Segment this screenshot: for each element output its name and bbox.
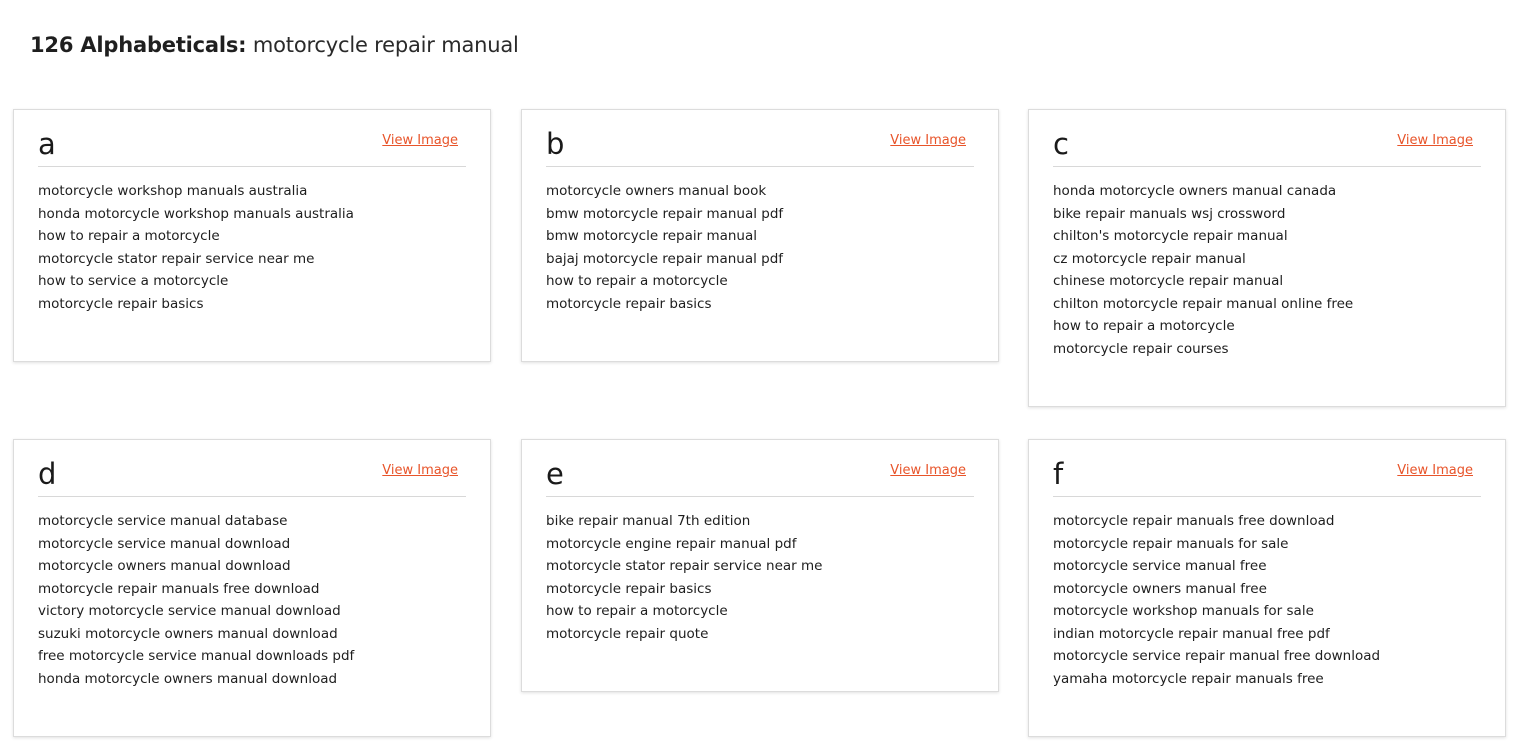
view-image-link[interactable]: View Image (1397, 133, 1473, 148)
letter-card-e (521, 439, 999, 692)
suggestion-item[interactable]: how to repair a motorcycle (546, 273, 728, 289)
suggestion-item[interactable]: motorcycle workshop manuals australia (38, 183, 308, 199)
letter-card-d (13, 439, 491, 737)
suggestion-item[interactable]: motorcycle stator repair service near me (546, 558, 823, 574)
suggestion-item[interactable]: bike repair manuals wsj crossword (1053, 205, 1286, 222)
suggestion-item[interactable]: how to repair a motorcycle (1053, 318, 1235, 334)
suggestion-item[interactable]: chilton's motorcycle repair manual (1053, 228, 1288, 244)
suggestion-item[interactable]: honda motorcycle workshop manuals australia (38, 205, 354, 222)
suggestion-item[interactable]: motorcycle repair courses (1053, 340, 1229, 357)
suggestion-list (38, 180, 354, 315)
suggestion-item[interactable]: bmw motorcycle repair manual (546, 228, 758, 244)
suggestion-item[interactable]: indian motorcycle repair manual free pdf (1053, 625, 1330, 642)
suggestion-item[interactable]: motorcycle repair basics (38, 295, 204, 312)
suggestion-item[interactable]: how to repair a motorcycle (546, 603, 728, 619)
page-title (30, 30, 519, 60)
view-image-link[interactable]: View Image (890, 133, 966, 148)
card-header (38, 454, 466, 497)
suggestion-item[interactable]: motorcycle engine repair manual pdf (546, 535, 797, 552)
suggestion-item[interactable]: motorcycle owners manual download (38, 558, 291, 574)
suggestion-list (1053, 180, 1353, 360)
letter-card-f (1028, 439, 1506, 737)
suggestion-list (546, 180, 783, 315)
suggestion-item[interactable]: suzuki motorcycle owners manual download (38, 625, 338, 642)
suggestion-item[interactable]: motorcycle repair manuals free download (1053, 513, 1335, 529)
card-letter: f (1053, 457, 1064, 491)
card-header (546, 124, 974, 167)
card-letter: b (546, 127, 565, 161)
view-image-link[interactable]: View Image (382, 133, 458, 148)
suggestion-item[interactable]: motorcycle repair quote (546, 625, 709, 642)
suggestion-item[interactable]: chilton motorcycle repair manual online free (1053, 295, 1354, 312)
suggestion-item[interactable]: free motorcycle service manual downloads pdf (38, 648, 355, 664)
suggestion-item[interactable]: motorcycle repair basics (546, 580, 712, 597)
suggestion-item[interactable]: motorcycle service manual database (38, 513, 288, 529)
card-letter: d (38, 457, 57, 491)
suggestion-item[interactable]: bmw motorcycle repair manual pdf (546, 205, 784, 222)
view-image-link[interactable]: View Image (1397, 463, 1473, 478)
result-count: 126 Alphabeticals: (30, 33, 247, 57)
suggestion-item[interactable]: victory motorcycle service manual download (38, 603, 341, 619)
suggestion-item[interactable]: motorcycle repair basics (546, 295, 712, 312)
suggestion-item[interactable]: motorcycle service repair manual free download (1053, 648, 1381, 664)
card-header (546, 454, 974, 497)
suggestion-item[interactable]: how to repair a motorcycle (38, 228, 220, 244)
suggestion-item[interactable]: motorcycle workshop manuals for sale (1053, 603, 1314, 619)
card-header (1053, 124, 1481, 167)
suggestion-item[interactable]: yamaha motorcycle repair manuals free (1053, 670, 1324, 687)
suggestion-item[interactable]: honda motorcycle owners manual canada (1053, 183, 1337, 199)
suggestion-item[interactable]: motorcycle repair manuals free download (38, 580, 320, 597)
suggestion-item[interactable]: cz motorcycle repair manual (1053, 250, 1246, 267)
suggestion-item[interactable]: motorcycle service manual free (1053, 558, 1267, 574)
card-letter: e (546, 457, 564, 491)
search-query: motorcycle repair manual (252, 33, 519, 57)
suggestion-item[interactable]: motorcycle owners manual book (546, 183, 767, 199)
view-image-link[interactable]: View Image (890, 463, 966, 478)
suggestion-item[interactable]: motorcycle owners manual free (1053, 580, 1267, 597)
suggestion-item[interactable]: how to service a motorcycle (38, 273, 229, 289)
letter-card-c (1028, 109, 1506, 407)
letter-card-a (13, 109, 491, 362)
suggestion-list (546, 510, 822, 645)
suggestion-list (1053, 510, 1380, 690)
suggestion-item[interactable]: motorcycle stator repair service near me (38, 250, 315, 267)
card-header (38, 124, 466, 167)
suggestion-item[interactable]: honda motorcycle owners manual download (38, 670, 338, 687)
suggestion-item[interactable]: bajaj motorcycle repair manual pdf (546, 250, 784, 267)
suggestion-item[interactable]: chinese motorcycle repair manual (1053, 273, 1284, 289)
view-image-link[interactable]: View Image (382, 463, 458, 478)
letter-card-b (521, 109, 999, 362)
suggestion-item[interactable]: motorcycle repair manuals for sale (1053, 535, 1289, 552)
suggestion-item[interactable]: bike repair manual 7th edition (546, 513, 751, 529)
suggestion-list (38, 510, 354, 690)
suggestion-item[interactable]: motorcycle service manual download (38, 535, 291, 552)
card-letter: c (1053, 127, 1069, 161)
card-header (1053, 454, 1481, 497)
card-letter: a (38, 127, 56, 161)
